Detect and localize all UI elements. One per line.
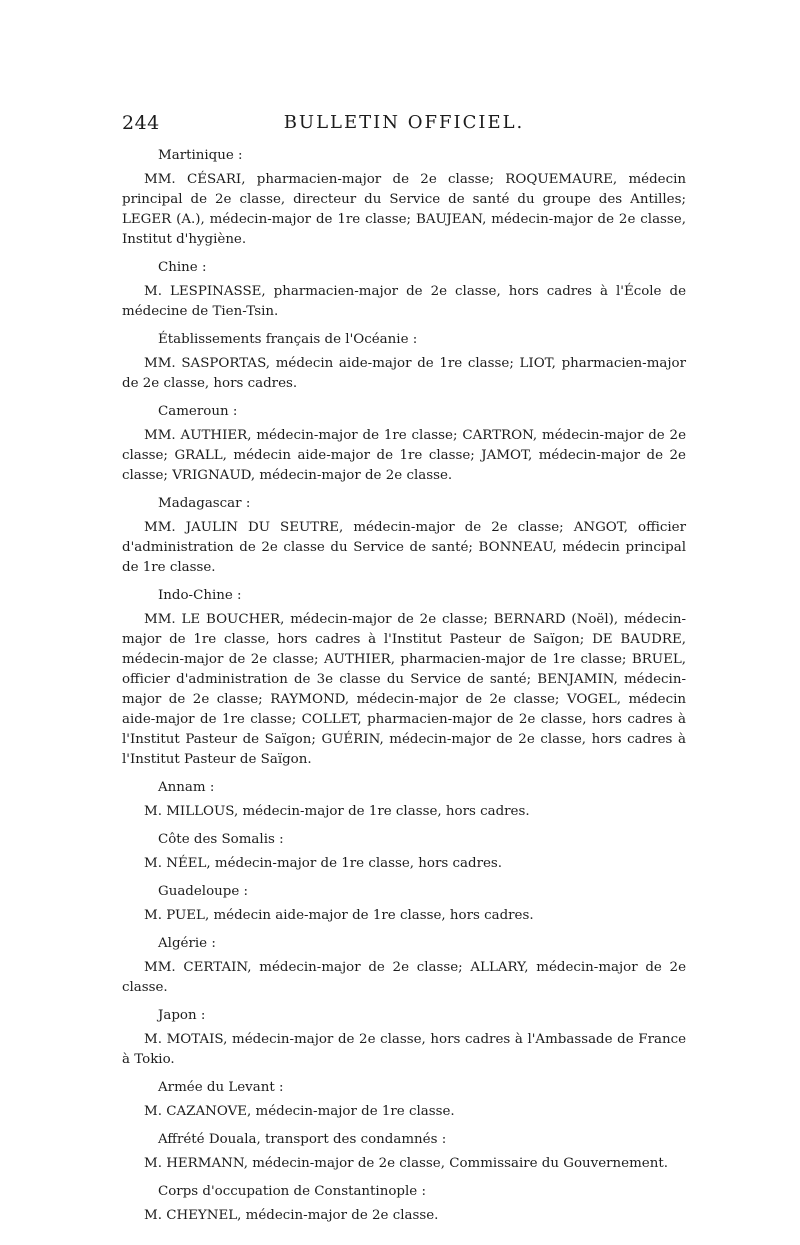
section-heading: Chine : — [158, 260, 207, 275]
section-heading: Japon : — [158, 1008, 206, 1023]
page-header — [122, 108, 686, 142]
section-text: M. CAZANOVE, médecin-major de 1re classe. — [144, 1104, 455, 1119]
section-levant — [122, 1078, 686, 1122]
page-number: 244 — [122, 112, 160, 134]
section-heading: Corps d'occupation de Constantinople : — [158, 1184, 426, 1199]
running-title: BULLETIN OFFICIEL. — [283, 112, 525, 133]
section-douala — [122, 1130, 686, 1174]
section-oceanie — [122, 330, 686, 394]
section-heading: Cameroun : — [158, 404, 238, 419]
section-heading: Algérie : — [158, 936, 216, 951]
section-japon — [122, 1006, 686, 1070]
section-heading: Armée du Levant : — [158, 1080, 284, 1095]
section-text: M. MOTAIS, médecin-major de 2e classe, hors cadres à l'Ambassade de France à Tokio. — [122, 1032, 686, 1067]
section-text: MM. CERTAIN, médecin-major de 2e classe; ALLARY, médecin-major de 2e classe. — [122, 960, 686, 995]
section-text: M. CHEYNEL, médecin-major de 2e classe. — [144, 1208, 439, 1223]
section-guadeloupe — [122, 882, 686, 926]
section-algerie — [122, 934, 686, 998]
section-text: MM. SASPORTAS, médecin aide-major de 1re classe; LIOT, pharmacien-major de 2e classe, hors cadres. — [122, 356, 686, 391]
section-text: MM. JAULIN DU SEUTRE, médecin-major de 2e classe; ANGOT, officier d'administration de 2e classe du Service de santé; BONNEAU, médecin principal de 1re classe. — [122, 520, 686, 575]
section-text: M. MILLOUS, médecin-major de 1re classe, hors cadres. — [144, 804, 530, 819]
section-text: M. PUEL, médecin aide-major de 1re classe, hors cadres. — [144, 908, 534, 923]
section-somalis — [122, 830, 686, 874]
section-chine — [122, 258, 686, 322]
section-text: M. HERMANN, médecin-major de 2e classe, Commissaire du Gouvernement. — [144, 1156, 668, 1171]
section-text: MM. CÉSARI, pharmacien-major de 2e classe; ROQUEMAURE, médecin principal de 2e classe, directeur du Service de santé du groupe des Antilles; LEGER (A.), médecin-major de 1re classe; BAUJEAN, médecin-major de 2e classe, Institut d'hygiène. — [122, 172, 686, 247]
section-heading: Établissements français de l'Océanie : — [158, 332, 418, 347]
section-heading: Madagascar : — [158, 496, 251, 511]
section-heading: Côte des Somalis : — [158, 832, 284, 847]
section-martinique — [122, 146, 686, 250]
section-text: MM. AUTHIER, médecin-major de 1re classe; CARTRON, médecin-major de 2e classe; GRALL, médecin aide-major de 1re classe; JAMOT, médecin-major de 2e classe; VRIGNAUD, médecin-major de 2e classe. — [122, 428, 686, 483]
section-heading: Annam : — [158, 780, 215, 795]
section-heading: Affrété Douala, transport des condamnés : — [158, 1132, 447, 1147]
section-constantinople — [122, 1182, 686, 1226]
section-heading: Guadeloupe : — [158, 884, 249, 899]
section-text: MM. LE BOUCHER, médecin-major de 2e classe; BERNARD (Noël), médecin-major de 1re classe, hors cadres à l'Institut Pasteur de Saïgon; DE BAUDRE, médecin-major de 2e classe; AUTHIER, pharmacien-major de 1re classe; BRUEL, officier d'administration de 3e classe du Service de santé; BENJAMIN, médecin-major de 2e classe; RAYMOND, médecin-major de 2e classe; VOGEL, médecin aide-major de 1re classe; COLLET, pharmacien-major de 2e classe, hors cadres à l'Institut Pasteur de Saïgon; GUÉRIN, médecin-major de 2e classe, hors cadres à l'Institut Pasteur de Saïgon. — [122, 612, 686, 767]
section-heading: Indo-Chine : — [158, 588, 242, 603]
section-indochine — [122, 586, 686, 770]
section-text: M. LESPINASSE, pharmacien-major de 2e classe, hors cadres à l'École de médecine de Tien-Tsin. — [122, 284, 686, 319]
page-content — [122, 146, 686, 1234]
section-cameroun — [122, 402, 686, 486]
section-heading: Martinique : — [158, 148, 243, 163]
section-madagascar — [122, 494, 686, 578]
section-text: M. NÉEL, médecin-major de 1re classe, hors cadres. — [144, 856, 503, 871]
section-annam — [122, 778, 686, 822]
